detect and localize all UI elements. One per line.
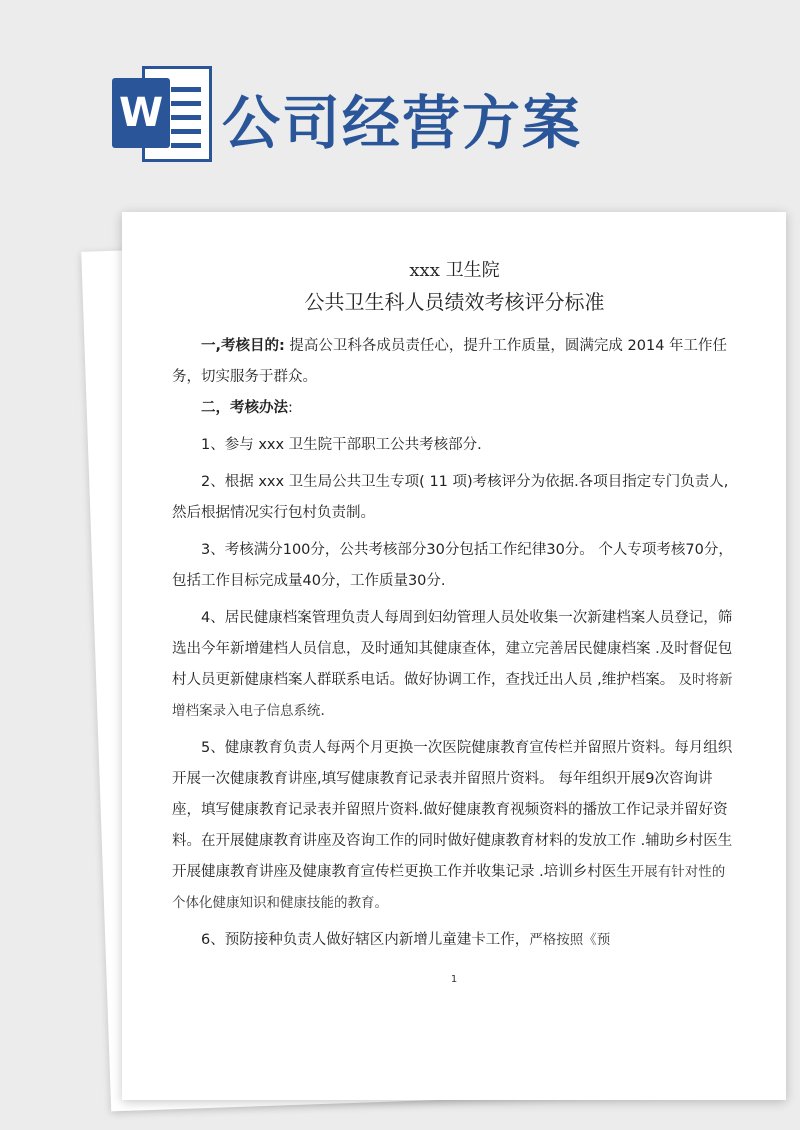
word-letter: W (112, 78, 170, 148)
paragraph-item-4 (172, 603, 737, 727)
paragraph-purpose (172, 331, 737, 393)
document-body (172, 257, 737, 962)
document-title-org: xxx 卫生院 (409, 260, 500, 281)
paragraph-item-2: 2、根据 xxx 卫生局公共卫生专项( 11 项)考核评分为依据.各项目指定专门负责人,然后根据情况实行包村负责制。 (172, 474, 729, 521)
item-5-text: 5、健康教育负责人每两个月更换一次医院健康教育宣传栏并留照片资料。每月组织开展一次健康教育讲座,填写健康教育记录表并留照片资料。 每年组织开展9次咨询讲座，填写健康教育记录表并留照片资料.做好健康教育视频资料的播放工作记录并留好资料。在开展健康教育讲座及咨询工作的同时做好健康教育材料的发放工作 .辅助乡村医生开展健康教育讲座及健康教育宣传栏更换工作并收集记录 .培训乡村医生 (172, 740, 733, 880)
document-page (122, 212, 786, 1100)
item-5-tail: 开展有针对性的个体化健康知识和健康技能的教育。 (172, 864, 726, 911)
document-title: 公共卫生科人员绩效考核评分标准 (304, 290, 605, 314)
page-number: 1 (450, 974, 458, 985)
paragraph-method-heading (172, 393, 737, 424)
item-4-text: 4、居民健康档案管理负责人每周到妇幼管理人员处收集一次新建档案人员登记，筛选出今年新增建档人员信息，及时通知其健康查体，建立完善居民健康档案 .及时督促包村人员更新健康档案人群联系电话。做好协调工作，查找迁出人员 ,维护档案。 (172, 610, 733, 688)
section-label-purpose: 一,考核目的: (201, 338, 285, 354)
word-document-icon (112, 66, 212, 162)
item-6-text: 6、预防接种负责人做好辖区内新增儿童建卡工作， (201, 932, 530, 948)
method-colon: : (288, 400, 293, 416)
paragraph-item-5 (172, 733, 737, 919)
header-banner (0, 0, 800, 200)
paragraph-item-3: 3、考核满分100分，公共考核部分30分包括工作纪律30分。 个人专项考核70分，包括工作目标完成量40分，工作质量30分. (172, 542, 733, 589)
item-6-tail: 严格按照《预 (529, 932, 611, 948)
section-label-method: 二，考核办法 (201, 400, 288, 416)
purpose-text: 提高公卫科各成员责任心，提升工作质量，圆满完成 2014 年工作任务，切实服务于群众。 (172, 338, 728, 385)
banner-title: 公司经营方案 (222, 89, 583, 157)
item-4-tail: 及时将新增档案录入电子信息系统. (172, 672, 733, 719)
paragraph-item-1: 1、参与 xxx 卫生院干部职工公共考核部分. (201, 437, 482, 453)
paragraph-item-6 (172, 925, 737, 956)
